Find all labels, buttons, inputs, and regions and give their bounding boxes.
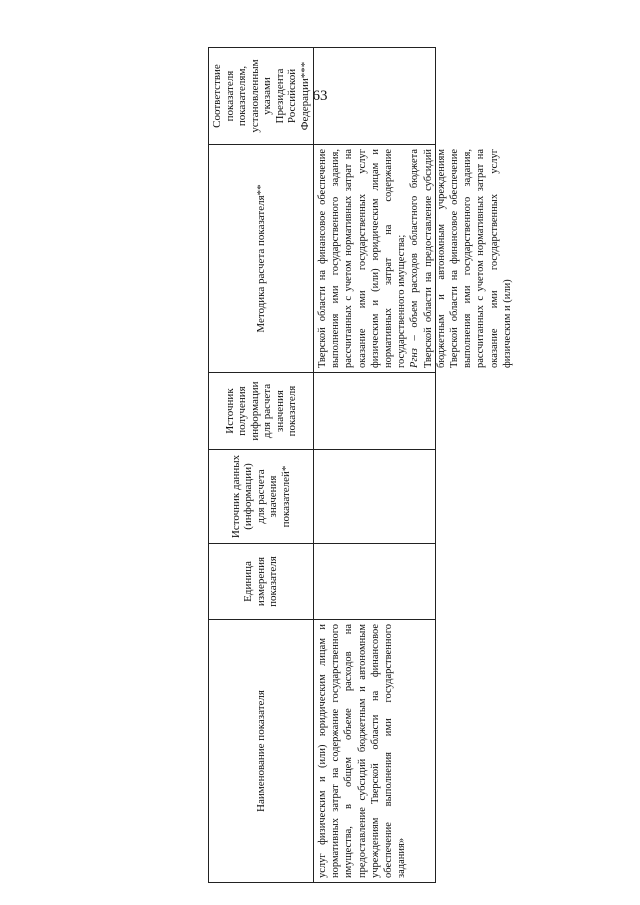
header-indicator-name: Наименование показателя [209,620,314,883]
method-paragraph-2 [408,149,514,368]
cell-unit [314,544,436,620]
indicator-table [208,47,513,883]
table-row [314,48,436,883]
cell-decree-compliance [314,48,436,145]
indicator-name-text: услуг физическим и (или) юридическим лицам и нормативных затрат на содержание государственного имущества, в общем объеме расходов на предоставление субсидий бюджетным и автономным учреждениям Тверской области на финансовое обеспечение выполнения ими государственного задания» [317,624,408,878]
header-calculation-method: Методика расчета показателя** [209,145,314,373]
cell-data-source [314,450,436,544]
page-number: 63 [312,88,328,104]
header-data-source: Источник данных (информации) для расчета значения показателей* [209,450,314,544]
method-variable: Ргнз [409,348,421,368]
method-variable-definition: – объем расходов областного бюджета Тверской области на предоставление субсидий бюджетным и автономным учреждениям Тверской области на финансовое обеспечение выполнения ими государственного задания, рассчитанных с учетом нормативных затрат на оказание ими государственных услуг физическим и (или) [409,149,513,368]
table-header-row [209,48,314,883]
header-info-source: Источник получения информации для расчета значения показателя [209,373,314,450]
cell-info-source [314,373,436,450]
method-paragraph-1: Тверской области на финансовое обеспечение выполнения ими государственного задания, рассчитанных с учетом нормативных затрат на оказание ими государственных услуг физическим и (или) юридическим лицам и нормативных затрат на содержание государственного имущества; [317,149,408,368]
header-decree-compliance: Соответствие показателя показателям, установленным указами Президента Российской Федерации*** [209,48,314,145]
rotated-table-container [208,48,513,883]
method-text [316,149,513,368]
header-unit: Единица измерения показателя [209,544,314,620]
cell-calculation-method [314,145,513,373]
cell-indicator-name [314,620,436,883]
